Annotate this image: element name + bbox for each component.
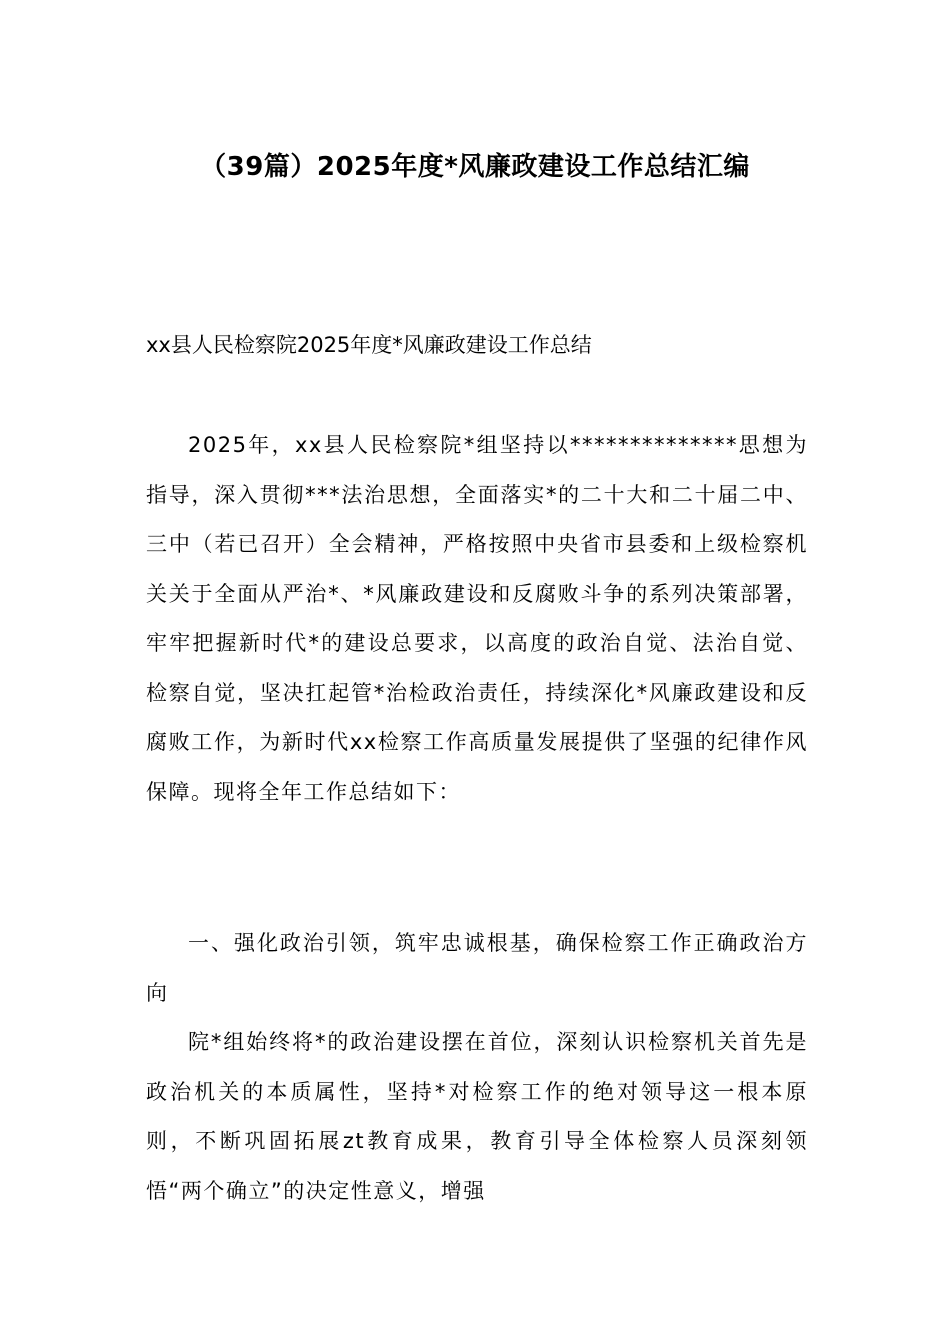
section-1-paragraph: 院*组始终将*的政治建设摆在首位，深刻认识检察机关首先是政治机关的本质属性，坚持*对检察工作的绝对领导这一根本原则，不断巩固拓展zt教育成果，教育引导全体检察人员深刻领悟“两个确立”的决定性意义，增强 xyxy=(146,1030,808,1203)
section-heading-1: 一、强化政治引领，筑牢忠诚根基，确保检察工作正确政治方向 xyxy=(146,931,808,1005)
document-title: （39篇）2025年度*风廉政建设工作总结汇编 xyxy=(200,152,750,182)
report-subtitle: xx县人民检察院2025年度*风廉政建设工作总结 xyxy=(146,333,592,357)
intro-paragraph: 2025年，xx县人民检察院*组坚持以**************思想为指导，深入贯彻***法治思想，全面落实*的二十大和二十届二中、三中（若已召开）全会精神，严格按照中央省市县委和上级检察机关关于全面从严治*、*风廉政建设和反腐败斗争的系列决策部署，牢牢把握新时代*的建设总要求，以高度的政治自觉、法治自觉、检察自觉，坚决扛起管*治检政治责任，持续深化*风廉政建设和反腐败工作，为新时代xx检察工作高质量发展提供了坚强的纪律作风保障。现将全年工作总结如下： xyxy=(146,433,808,804)
